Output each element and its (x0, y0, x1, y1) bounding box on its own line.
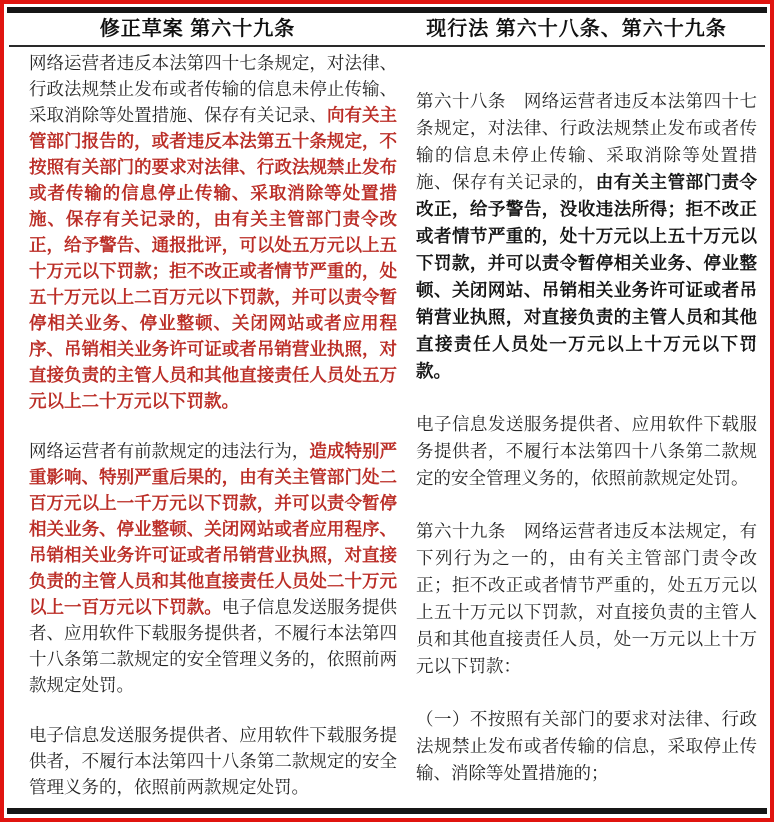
text-run: 第六十八条 网络运营者违反本法第四十七条规定，对法律、行政法规禁止发布或者传输的信息未停止传输、采取消除等处置措施、保存有关记录的， (416, 91, 757, 192)
paragraph (29, 722, 397, 800)
text-run-emphasis: 由有关主管部门责令改正，给予警告，没收违法所得；拒不改正或者情节严重的，处十万元以上五十万元以下罚款，并可以责令暂停相关业务、停业整顿、关闭网站、吊销相关业务许可证或者吊销营业执照，对直接负责的主管人员和其他直接责任人员处一万元以上十万元以下罚款。 (416, 172, 757, 381)
left-column-draft-amendment (29, 50, 397, 806)
top-black-rule (7, 7, 767, 13)
comparison-table-body (29, 50, 757, 806)
paragraph (416, 411, 757, 492)
text-run: 网络运营者违反本法第四十七条规定，对法律、行政法规禁止发布或者传输的信息未停止传输、采取消除等处置措施、保存有关记录、 (29, 53, 397, 125)
header-left-title: 修正草案 第六十九条 (99, 18, 296, 40)
right-column-current-law (416, 50, 757, 806)
paragraph (29, 50, 397, 414)
text-run-emphasis: 向有关主管部门报告的，或者违反本法第五十条规定，不按照有关部门的要求对法律、行政法规禁止发布或者传输的信息停止传输、采取消除等处置措施、保存有关记录的，由有关主管部门责令改正，给予警告、通报批评，可以处五万元以上五十万元以下罚款；拒不改正或者情节严重的，处五十万元以上二百万元以下罚款，并可以责令暂停相关业务、停业整顿、关闭网站或者应用程序、吊销相关业务许可证或者吊销营业执照，对直接负责的主管人员和其他直接责任人员处五万元以上二十万元以下罚款。 (29, 105, 398, 411)
table-header-row (8, 16, 766, 42)
text-run-emphasis: 造成特别严重影响、特别严重后果的，由有关主管部门处二百万元以上一千万元以下罚款，并可以责令暂停相关业务、停业整顿、关闭网站或者应用程序、吊销相关业务许可证或者吊销营业执照，对直接负责的主管人员和其他直接责任人员处二十万元以上一百万元以下罚款。 (29, 441, 398, 617)
text-run: 电子信息发送服务提供者、应用软件下载服务提供者，不履行本法第四十八条第二款规定的安全管理义务的，依照前两款规定处罚。 (29, 725, 397, 797)
header-right-title: 现行法 第六十八条、第六十九条 (426, 18, 727, 40)
paragraph (29, 438, 397, 698)
text-run: 第六十九条 网络运营者违反本法规定，有下列行为之一的，由有关主管部门责令改正；拒不改正或者情节严重的，处五万元以上五十万元以下罚款，对直接负责的主管人员和其他直接责任人员，处一万元以上十万元以下罚款： (416, 521, 757, 676)
text-run: 电子信息发送服务提供者、应用软件下载服务提供者，不履行本法第四十八条第二款规定的安全管理义务的，依照前两款规定处罚。 (29, 597, 398, 695)
header-underline-rule (9, 45, 765, 47)
paragraph (416, 518, 757, 680)
text-run: 电子信息发送服务提供者、应用软件下载服务提供者，不履行本法第四十八条第二款规定的安全管理义务的，依照前款规定处罚。 (416, 414, 757, 488)
text-run: 网络运营者有前款规定的违法行为， (29, 441, 310, 461)
text-run: （一）不按照有关部门的要求对法律、行政法规禁止发布或者传输的信息，采取停止传输、消除等处置措施的； (416, 709, 757, 783)
bottom-black-rule (7, 808, 767, 814)
paragraph (416, 706, 757, 787)
paragraph (416, 88, 757, 385)
